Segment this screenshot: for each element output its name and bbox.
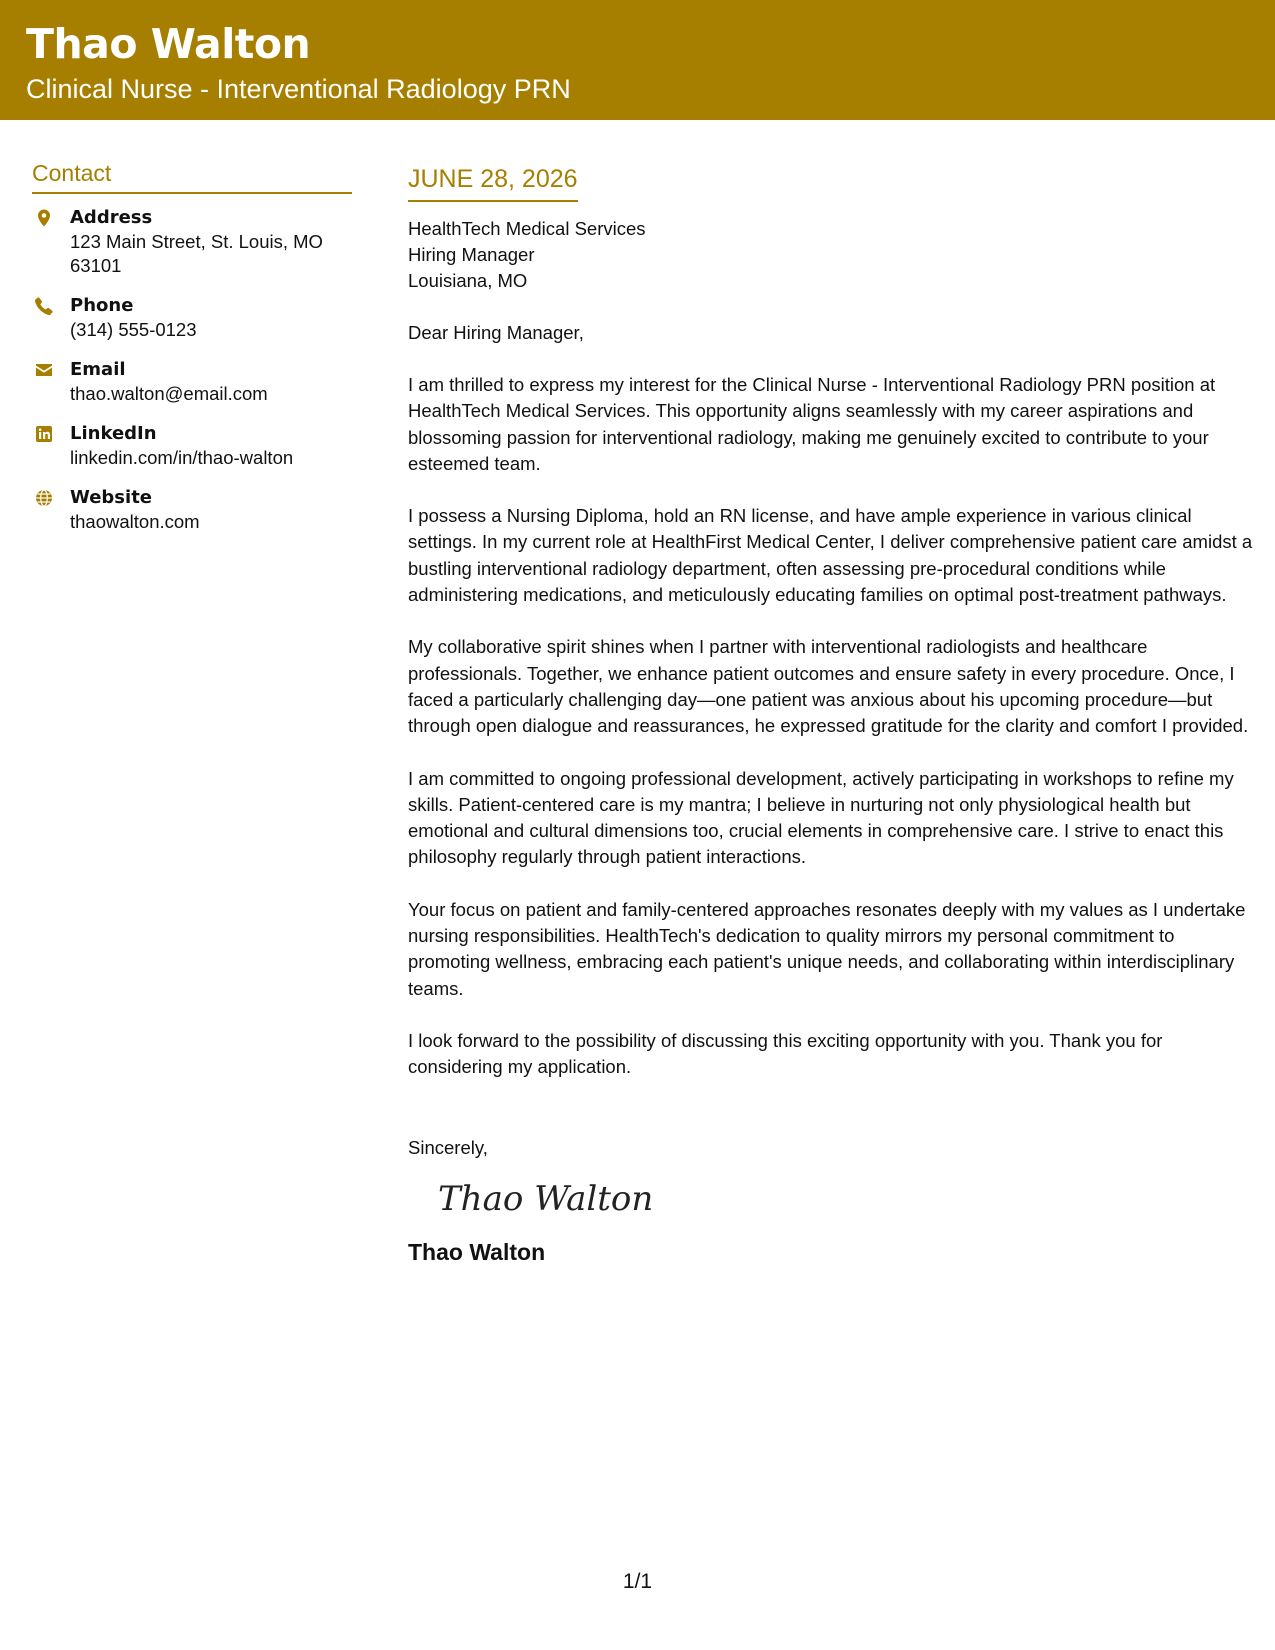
recipient-block — [408, 216, 1253, 294]
globe-icon — [34, 488, 54, 508]
contact-list — [32, 206, 352, 534]
paragraph: I possess a Nursing Diploma, hold an RN license, and have ample experience in various clinical settings. In my current role at HealthFirst Medical Center, I deliver comprehensive patient care amidst a bustling interventional radiology department, often assessing pre-procedural conditions while administering medications, and meticulously educating families on optimal post-treatment pathways. — [408, 505, 1253, 606]
contact-item-address — [32, 206, 352, 278]
contact-label: Address — [70, 206, 153, 228]
paragraph: I am committed to ongoing professional development, actively participating in workshops to refine my skills. Patient-centered care is my mantra; I believe in nurturing not only physiological health but emotional and cultural dimensions too, crucial elements in comprehensive care. I strive to enact this philosophy regularly through patient interactions. — [408, 767, 1234, 868]
address-value: 123 Main Street, St. Louis, MO 63101 — [70, 230, 323, 276]
header-banner — [0, 0, 1275, 120]
contact-label: Website — [70, 486, 153, 508]
paragraph: I look forward to the possibility of discussing this exciting opportunity with you. Thank you for considering my application. — [408, 1029, 1163, 1078]
contact-label: LinkedIn — [70, 422, 157, 444]
recipient-location: Louisiana, MO — [408, 270, 528, 291]
phone-value: (314) 555-0123 — [70, 318, 197, 340]
website-value: thaowalton.com — [70, 510, 200, 532]
map-pin-icon — [34, 208, 54, 228]
contact-item-linkedin — [32, 422, 352, 470]
applicant-name: Thao Walton — [26, 20, 311, 68]
contact-label: Phone — [70, 294, 134, 316]
email-value: thao.walton@email.com — [70, 382, 268, 404]
letter-body — [408, 164, 1253, 1267]
contact-item-phone — [32, 294, 352, 342]
contact-item-email — [32, 358, 352, 406]
contact-heading: Contact — [32, 160, 352, 194]
paragraph: My collaborative spirit shines when I partner with interventional radiologists and healthcare professionals. Together, we enhance patient outcomes and ensure safety in every procedure. Once, I faced a particularly challenging day—one patient was anxious about his upcoming procedure—but through open dialogue and reassurances, he expressed gratitude for the clarity and comfort I provided. — [408, 636, 1249, 737]
page-number: 1/1 — [622, 1570, 653, 1593]
contact-sidebar — [32, 160, 352, 550]
contact-label: Email — [70, 358, 126, 380]
letter-date: JUNE 28, 2026 — [408, 164, 578, 202]
signer-name: Thao Walton — [408, 1239, 546, 1266]
linkedin-icon — [34, 424, 54, 444]
paragraph: Your focus on patient and family-centered approaches resonates deeply with my values as I undertake nursing responsibilities. HealthTech's dedication to quality mirrors my personal commitment to promoting wellness, embracing each patient's unique needs, and collaborating within interdisciplinary teams. — [408, 898, 1246, 999]
salutation: Dear Hiring Manager, — [408, 322, 584, 343]
paragraph: I am thrilled to express my interest for the Clinical Nurse - Interventional Radiology PRN position at HealthTech Medical Services. This opportunity aligns seamlessly with my career aspirations and blossoming passion for interventional radiology, making me genuinely excited to contribute to your esteemed team. — [408, 374, 1216, 474]
recipient-company: HealthTech Medical Services — [408, 218, 646, 239]
job-title: Clinical Nurse - Interventional Radiology PRN — [26, 74, 571, 104]
contact-item-website — [32, 486, 352, 534]
recipient-title: Hiring Manager — [408, 244, 535, 265]
closing: Sincerely, — [408, 1136, 488, 1158]
handwritten-signature: Thao Walton — [438, 1178, 654, 1219]
linkedin-value: linkedin.com/in/thao-walton — [70, 446, 294, 468]
phone-icon — [34, 296, 54, 316]
envelope-icon — [34, 360, 54, 380]
